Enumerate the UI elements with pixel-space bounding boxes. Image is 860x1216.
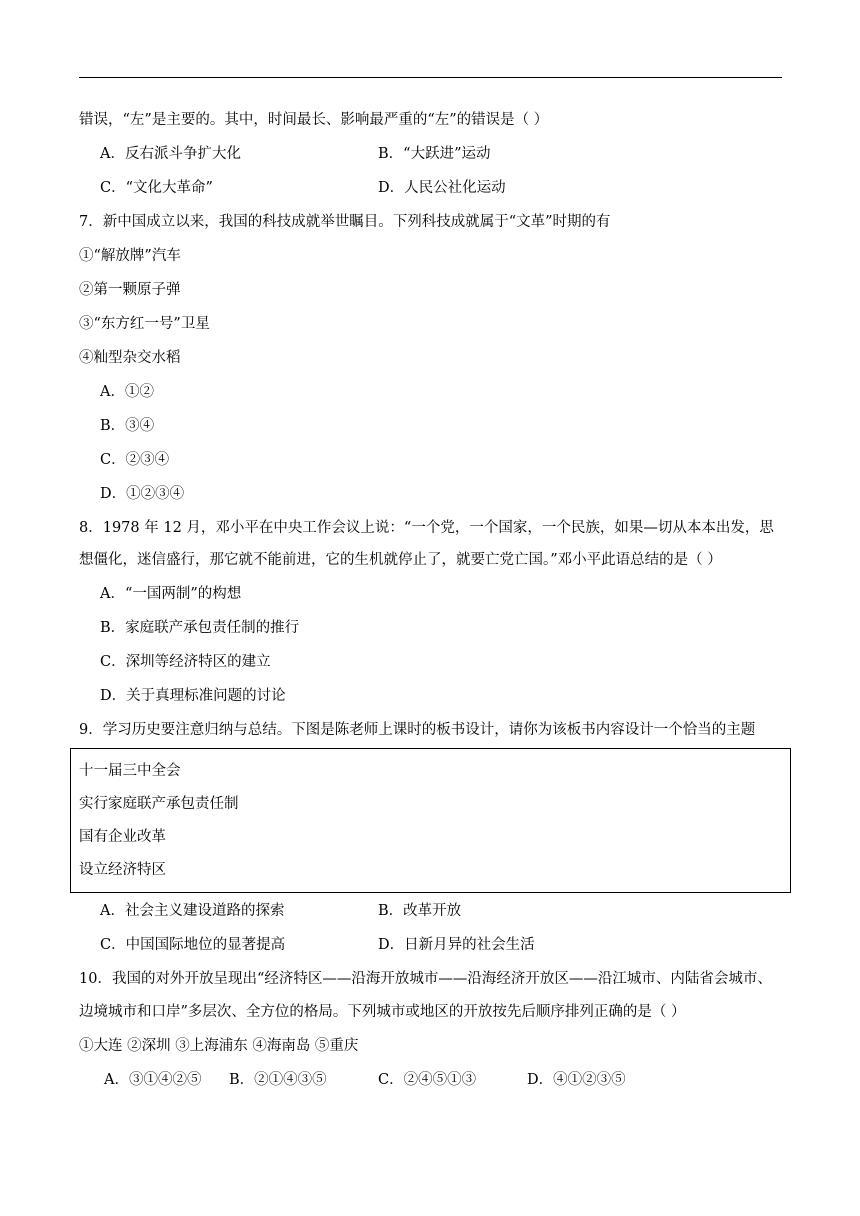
q6-option-c: C．“文化大革命” [100, 180, 213, 196]
header-rule [79, 77, 782, 78]
q9-option-d: D．日新月异的社会生活 [378, 937, 535, 953]
blackboard-box [70, 748, 791, 893]
q10-stem-line-1: 10．我国的对外开放呈现出“经济特区——沿海开放城市——沿海经济开放区——沿江城市、内陆省会城市、 [79, 971, 772, 987]
q7-stem: 7．新中国成立以来，我国的科技成就举世瞩目。下列科技成就属于“文革”时期的有 [79, 214, 611, 230]
q10-option-b: B．②①④③⑤ [229, 1072, 327, 1088]
q10-option-a: A．③①④②⑤ [104, 1072, 202, 1088]
q9-option-b: B．改革开放 [378, 903, 462, 919]
q8-option-a: A．“一国两制”的构想 [100, 586, 242, 602]
q7-option-d: D．①②③④ [100, 486, 185, 502]
q7-item-4: ④籼型杂交水稻 [79, 350, 181, 366]
q8-stem-line-1: 8．1978 年 12 月，邓小平在中央工作会议上说：“一个党，一个国家，一个民族，如果—切从本本出发，思 [79, 520, 774, 536]
q7-item-1: ①“解放牌”汽车 [79, 248, 181, 264]
q8-option-d: D．关于真理标准问题的讨论 [100, 688, 286, 704]
q8-option-b: B．家庭联产承包责任制的推行 [100, 620, 300, 636]
q10-stem-line-2: 边境城市和口岸”多层次、全方位的格局。下列城市或地区的开放按先后顺序排列正确的是（ ） [79, 1004, 686, 1020]
q7-option-b: B．③④ [100, 418, 155, 434]
q10-items: ①大连 ②深圳 ③上海浦东 ④海南岛 ⑤重庆 [79, 1038, 359, 1054]
q6-option-d: D．人民公社化运动 [378, 180, 506, 196]
q6-option-b: B．“大跃进”运动 [378, 146, 491, 162]
q10-option-c: C．②④⑤①③ [378, 1072, 477, 1088]
q10-option-d: D．④①②③⑤ [527, 1072, 626, 1088]
q6-option-a: A．反右派斗争扩大化 [100, 146, 241, 162]
q7-item-3: ③“东方红一号”卫星 [79, 316, 210, 332]
board-line-2: 实行家庭联产承包责任制 [79, 796, 239, 812]
q9-option-c: C．中国国际地位的显著提高 [100, 937, 286, 953]
q7-option-c: C．②③④ [100, 452, 170, 468]
q8-option-c: C．深圳等经济特区的建立 [100, 654, 271, 670]
board-line-3: 国有企业改革 [79, 829, 166, 845]
q9-stem: 9．学习历史要注意归纳与总结。下图是陈老师上课时的板书设计，请你为该板书内容设计一个恰当的主题 [79, 722, 756, 738]
q7-item-2: ②第一颗原子弹 [79, 282, 181, 298]
q7-option-a: A．①② [100, 384, 154, 400]
board-line-4: 设立经济特区 [79, 862, 166, 878]
q6-stem-tail: 错误，“左”是主要的。其中，时间最长、影响最严重的“左”的错误是（ ） [79, 112, 549, 128]
q8-stem-line-2: 想僵化，迷信盛行，那它就不能前进，它的生机就停止了，就要亡党亡国。”邓小平此语总结的是（ ） [79, 552, 722, 568]
board-line-1: 十一届三中全会 [79, 763, 181, 779]
q9-option-a: A．社会主义建设道路的探索 [100, 903, 285, 919]
